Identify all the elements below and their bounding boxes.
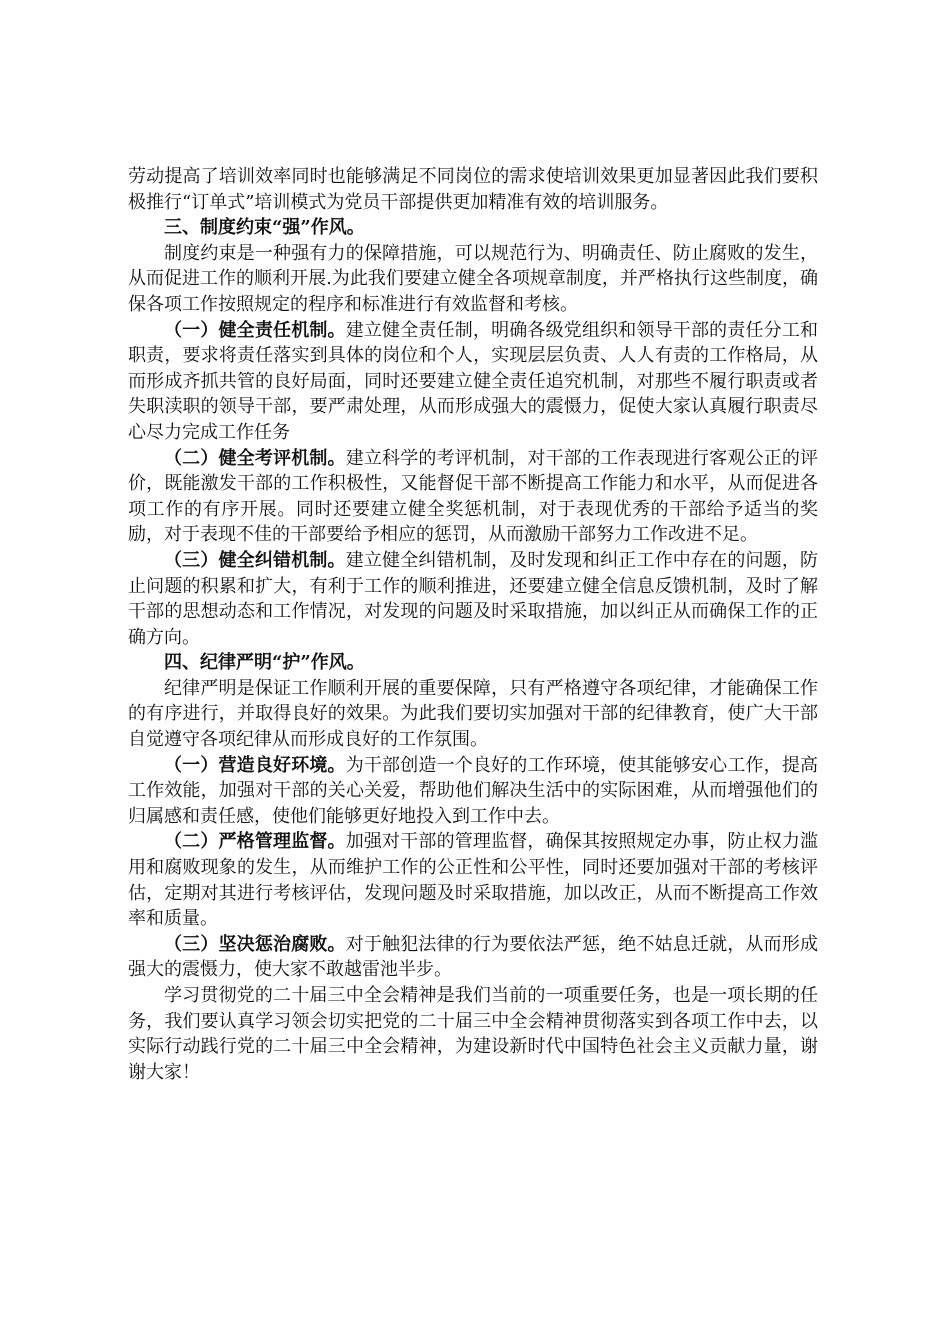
section-3-heading: 三、制度约束“强”作风。 [164,217,365,239]
paragraph-continued: 劳动提高了培训效率同时也能够满足不同岗位的需求使培训效果更加显著因此我们要积极推行“订单式”培训模式为党员干部提供更加精准有效的培训服务。 [128,166,818,213]
section-4-item-2-title: （二）严格管理监督。 [164,831,346,853]
section-3-intro: 制度约束是一种强有力的保障措施，可以规范行为、明确责任、防止腐败的发生，从而促进工作的顺利开展.为此我们要建立健全各项规章制度，并严格执行这些制度，确保各项工作按照规定的程序和标准进行有效监督和考核。 [128,242,818,315]
section-3-item-2 [128,446,818,548]
section-4-intro: 纪律严明是保证工作顺利开展的重要保障，只有严格遵守各项纪律，才能确保工作的有序进行，并取得良好的效果。为此我们要切实加强对干部的纪律教育，使广大干部自觉遵守各项纪律从而形成良好的工作氛围。 [128,677,818,751]
document-page [128,164,818,1085]
section-4-item-1-text: 为干部创造一个良好的工作环境，使其能够安心工作，提高工作效能，加强对干部的关心关爱，帮助他们解决生活中的实际困难，从而增强他们的归属感和责任感，使他们能够更好地投入到工作中去。 [128,754,819,827]
conclusion-paragraph: 学习贯彻党的二十届三中全会精神是我们当前的一项重要任务，也是一项长期的任务，我们要认真学习领会切实把党的二十届三中全会精神贯彻落实到各项工作中去，以实际行动践行党的二十届三中全会精神，为建设新时代中国特色社会主义贡献力量，谢谢大家！ [128,985,818,1083]
section-3-item-2-title: （二）健全考评机制。 [164,447,346,469]
section-4-item-3-text: 对于触犯法律的行为要依法严惩，绝不姑息迁就，从而形成强大的震慑力，使大家不敢越雷池半步。 [128,933,819,981]
section-3-item-1 [128,318,818,446]
section-3-item-3 [128,548,818,650]
section-3-item-3-text: 建立健全纠错机制，及时发现和纠正工作中存在的问题，防止问题的积累和扩大，有利于工作的顺利推进，还要建立健全信息反馈机制，及时了解干部的思想动态和工作情况，对发现的问题及时采取措施，加以纠正从而确保工作的正确方向。 [128,549,819,648]
section-4-item-3-title: （三）坚决惩治腐败。 [164,933,346,955]
section-3-item-1-title: （一）健全责任机制。 [164,319,346,341]
section-4-item-1 [128,753,818,830]
section-4-item-2-text: 加强对干部的管理监督，确保其按照规定办事，防止权力滥用和腐败现象的发生，从而维护工作的公正性和公平性，同时还要加强对干部的考核评估，定期对其进行考核评估，发现问题及时采取措施，加以改正，从而不断提高工作效率和质量。 [128,831,819,930]
section-4-heading: 四、纪律严明“护”作风。 [164,652,365,674]
section-4-item-3 [128,932,818,983]
section-4-item-1-title: （一）营造良好环境。 [164,754,346,776]
section-4-item-2 [128,829,818,931]
section-3-item-1-text: 建立健全责任制，明确各级党组织和领导干部的责任分工和职责，要求将责任落实到具体的岗位和个人，实现层层负责、人人有责的工作格局，从而形成齐抓共管的良好局面，同时还要建立健全责任追究机制，对那些不履行职责或者失职渎职的领导干部，要严肃处理，从而形成强大的震慑力，促使大家认真履行职责尽心尽力完成工作任务 [128,319,819,443]
section-3-item-2-text: 建立科学的考评机制，对干部的工作表现进行客观公正的评价，既能激发干部的工作积极性，又能督促干部不断提高工作能力和水平，从而促进各项工作的有序开展。同时还要建立健全奖惩机制，对于表现优秀的干部给予适当的奖励，对于表现不佳的干部要给予相应的惩罚，从而激励干部努力工作改进不足。 [128,447,819,546]
section-3-item-3-title: （三）健全纠错机制。 [164,549,346,571]
